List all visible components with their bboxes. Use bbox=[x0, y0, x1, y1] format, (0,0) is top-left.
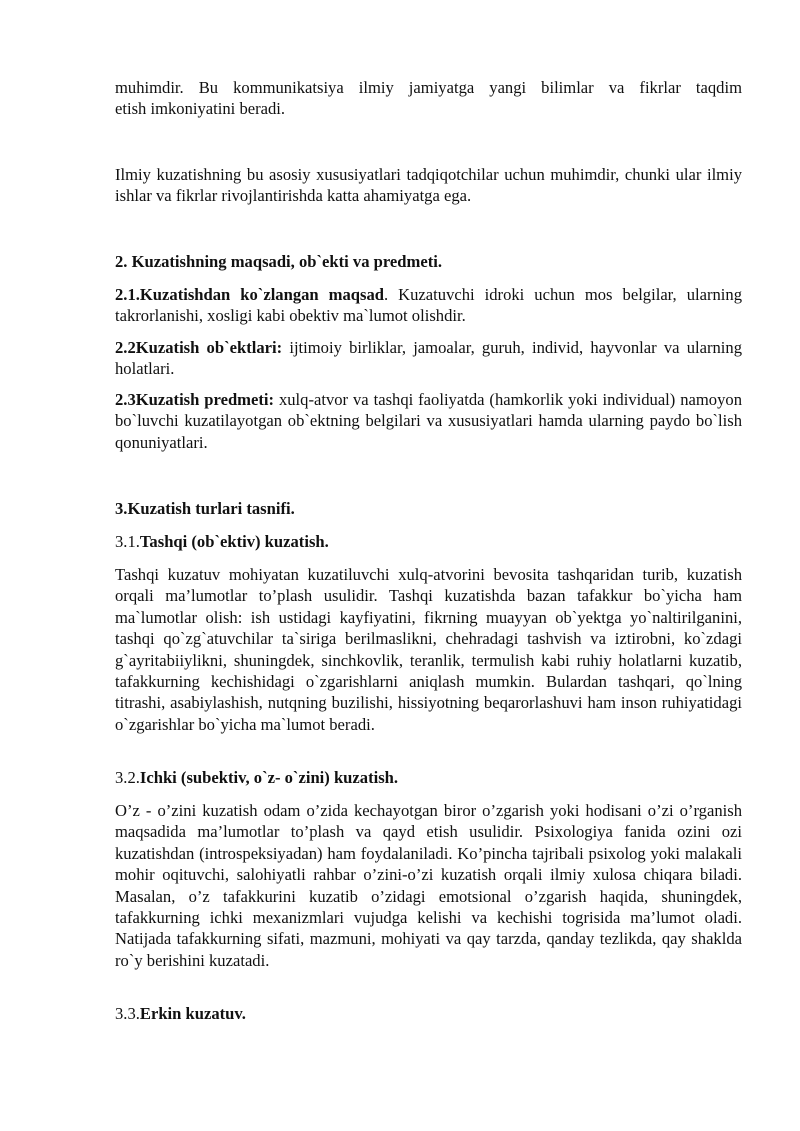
goal-text: . Kuzatuvchi idroki uchun mos belgilar, ularning takrorlanishi, xosligi kabi obektiv ma`lumot olishdir. bbox=[115, 285, 742, 326]
subject-label: 2.3Kuzatish predmeti: bbox=[115, 390, 275, 409]
goal-paragraph bbox=[115, 284, 742, 327]
object-text: ijtimoiy birliklar, jamoalar, guruh, individ, hayvonlar va ularning holatlari. bbox=[115, 338, 743, 379]
section-3-heading bbox=[115, 498, 742, 519]
subsection-3-1-title: Tashqi (ob`ektiv) kuzatish. bbox=[139, 532, 329, 551]
subsection-3-2-number: 3.2. bbox=[115, 768, 140, 787]
subsection-3-1-heading bbox=[115, 531, 742, 552]
object-paragraph bbox=[115, 337, 742, 380]
subject-paragraph bbox=[115, 389, 742, 453]
intro-paragraph bbox=[115, 77, 742, 120]
subsection-3-3-title: Erkin kuzatuv. bbox=[139, 1004, 246, 1023]
external-observation-paragraph: Tashqi kuzatuv mohiyatan kuzatiluvchi xulq-atvorini bevosita tashqaridan turib, kuzatish orqali ma’lumotlar to’plash usulidir. Tashqi kuzatishda bazan tafakkur bo`yicha ham ma`lumotlar olish: ish ustidagi kayfiyatini, fikrning muayyan ob`yektga yo`naltirilganini, tashqi qo`zg`atuvchilar ta`siriga berilmaslikni, chehradagi tashvish va iztirobni, ko`zdagi g`ayritabiiylikni, shuningdek, sinchkovlik, teranlik, termulish kabi ruhiy holatlarni kuzatib, tafakkurning kechishidagi o`zgarishlarni aniqlash mumkin. Bulardan tashqari, qo`lning titrashi, asabiylashish, nutqning buzilishi, hissiyotning beqarorlashuvi ham inson ruhiyatidagi o`zgarishlar bo`yicha ma`lumot beradi. bbox=[115, 565, 742, 734]
intro-line-2: etish imkoniyatini beradi. bbox=[115, 99, 286, 119]
subsection-3-3-heading bbox=[115, 1003, 742, 1024]
features-paragraph: Ilmiy kuzatishning bu asosiy xususiyatlari tadqiqotchilar uchun muhimdir, chunki ular ilmiy ishlar va fikrlar rivojlantirishda katta ahamiyatga ega. bbox=[115, 165, 742, 206]
intro-line-1: muhimdir. Bu kommunikatsiya ilmiy jamiyatga yangi bilimlar va fikrlar taqdim bbox=[115, 78, 742, 97]
subsection-3-2-heading bbox=[115, 767, 742, 788]
section-2-heading bbox=[115, 251, 742, 272]
internal-observation-paragraph: O’z - o’zini kuzatish odam o’zida kechayotgan biror o’zgarish yoki hodisani o’zi o’rganish maqsadida ma’lumotlar to’plash va qayd etish usulidir. Psixologiya fanida ozini ozi kuzatishdan (introspeksiyadan) ham foydalaniladi. Ko’pincha tajribali psixolog yoki malakali mohir oqituvchi, salohiyatli rahbar o’zini-o’zi kuzatish orqali ilmiy xulosa chiqara biladi. Masalan, o’z tafakkurini kuzatib o’zidagi emotsional o’zgarish haqida, shuningdek, tafakkurning ichki mexanizmlari vujudga kelishi va kechishi togrisida ma’lumot oladi. Natijada tafakkurning sifati, mazmuni, mohiyati va qay tarzda, qanday tezlikda, qay shaklda ro`y berishini kuzatadi. bbox=[115, 801, 742, 970]
subsection-3-2-title: Ichki (subektiv, o`z- o`zini) kuzatish. bbox=[139, 768, 399, 787]
object-label: 2.2Kuzatish ob`ektlari: bbox=[115, 338, 283, 357]
goal-label: 2.1.Kuzatishdan ko`zlangan maqsad bbox=[115, 285, 384, 304]
subsection-3-3-number: 3.3. bbox=[115, 1004, 140, 1023]
section-3-heading-text: 3.Kuzatish turlari tasnifi. bbox=[115, 499, 295, 518]
subsection-3-1-number: 3.1. bbox=[115, 532, 140, 551]
subject-text: xulq-atvor va tashqi faoliyatda (hamkorlik yoki individual) namoyon bo`luvchi kuzatilayotgan ob`ektning belgilari va xususiyatlari hamda ularning paydo bo`lish qonuniyatlari. bbox=[115, 390, 742, 452]
section-2-heading-text: 2. Kuzatishning maqsadi, ob`ekti va predmeti. bbox=[115, 252, 442, 271]
